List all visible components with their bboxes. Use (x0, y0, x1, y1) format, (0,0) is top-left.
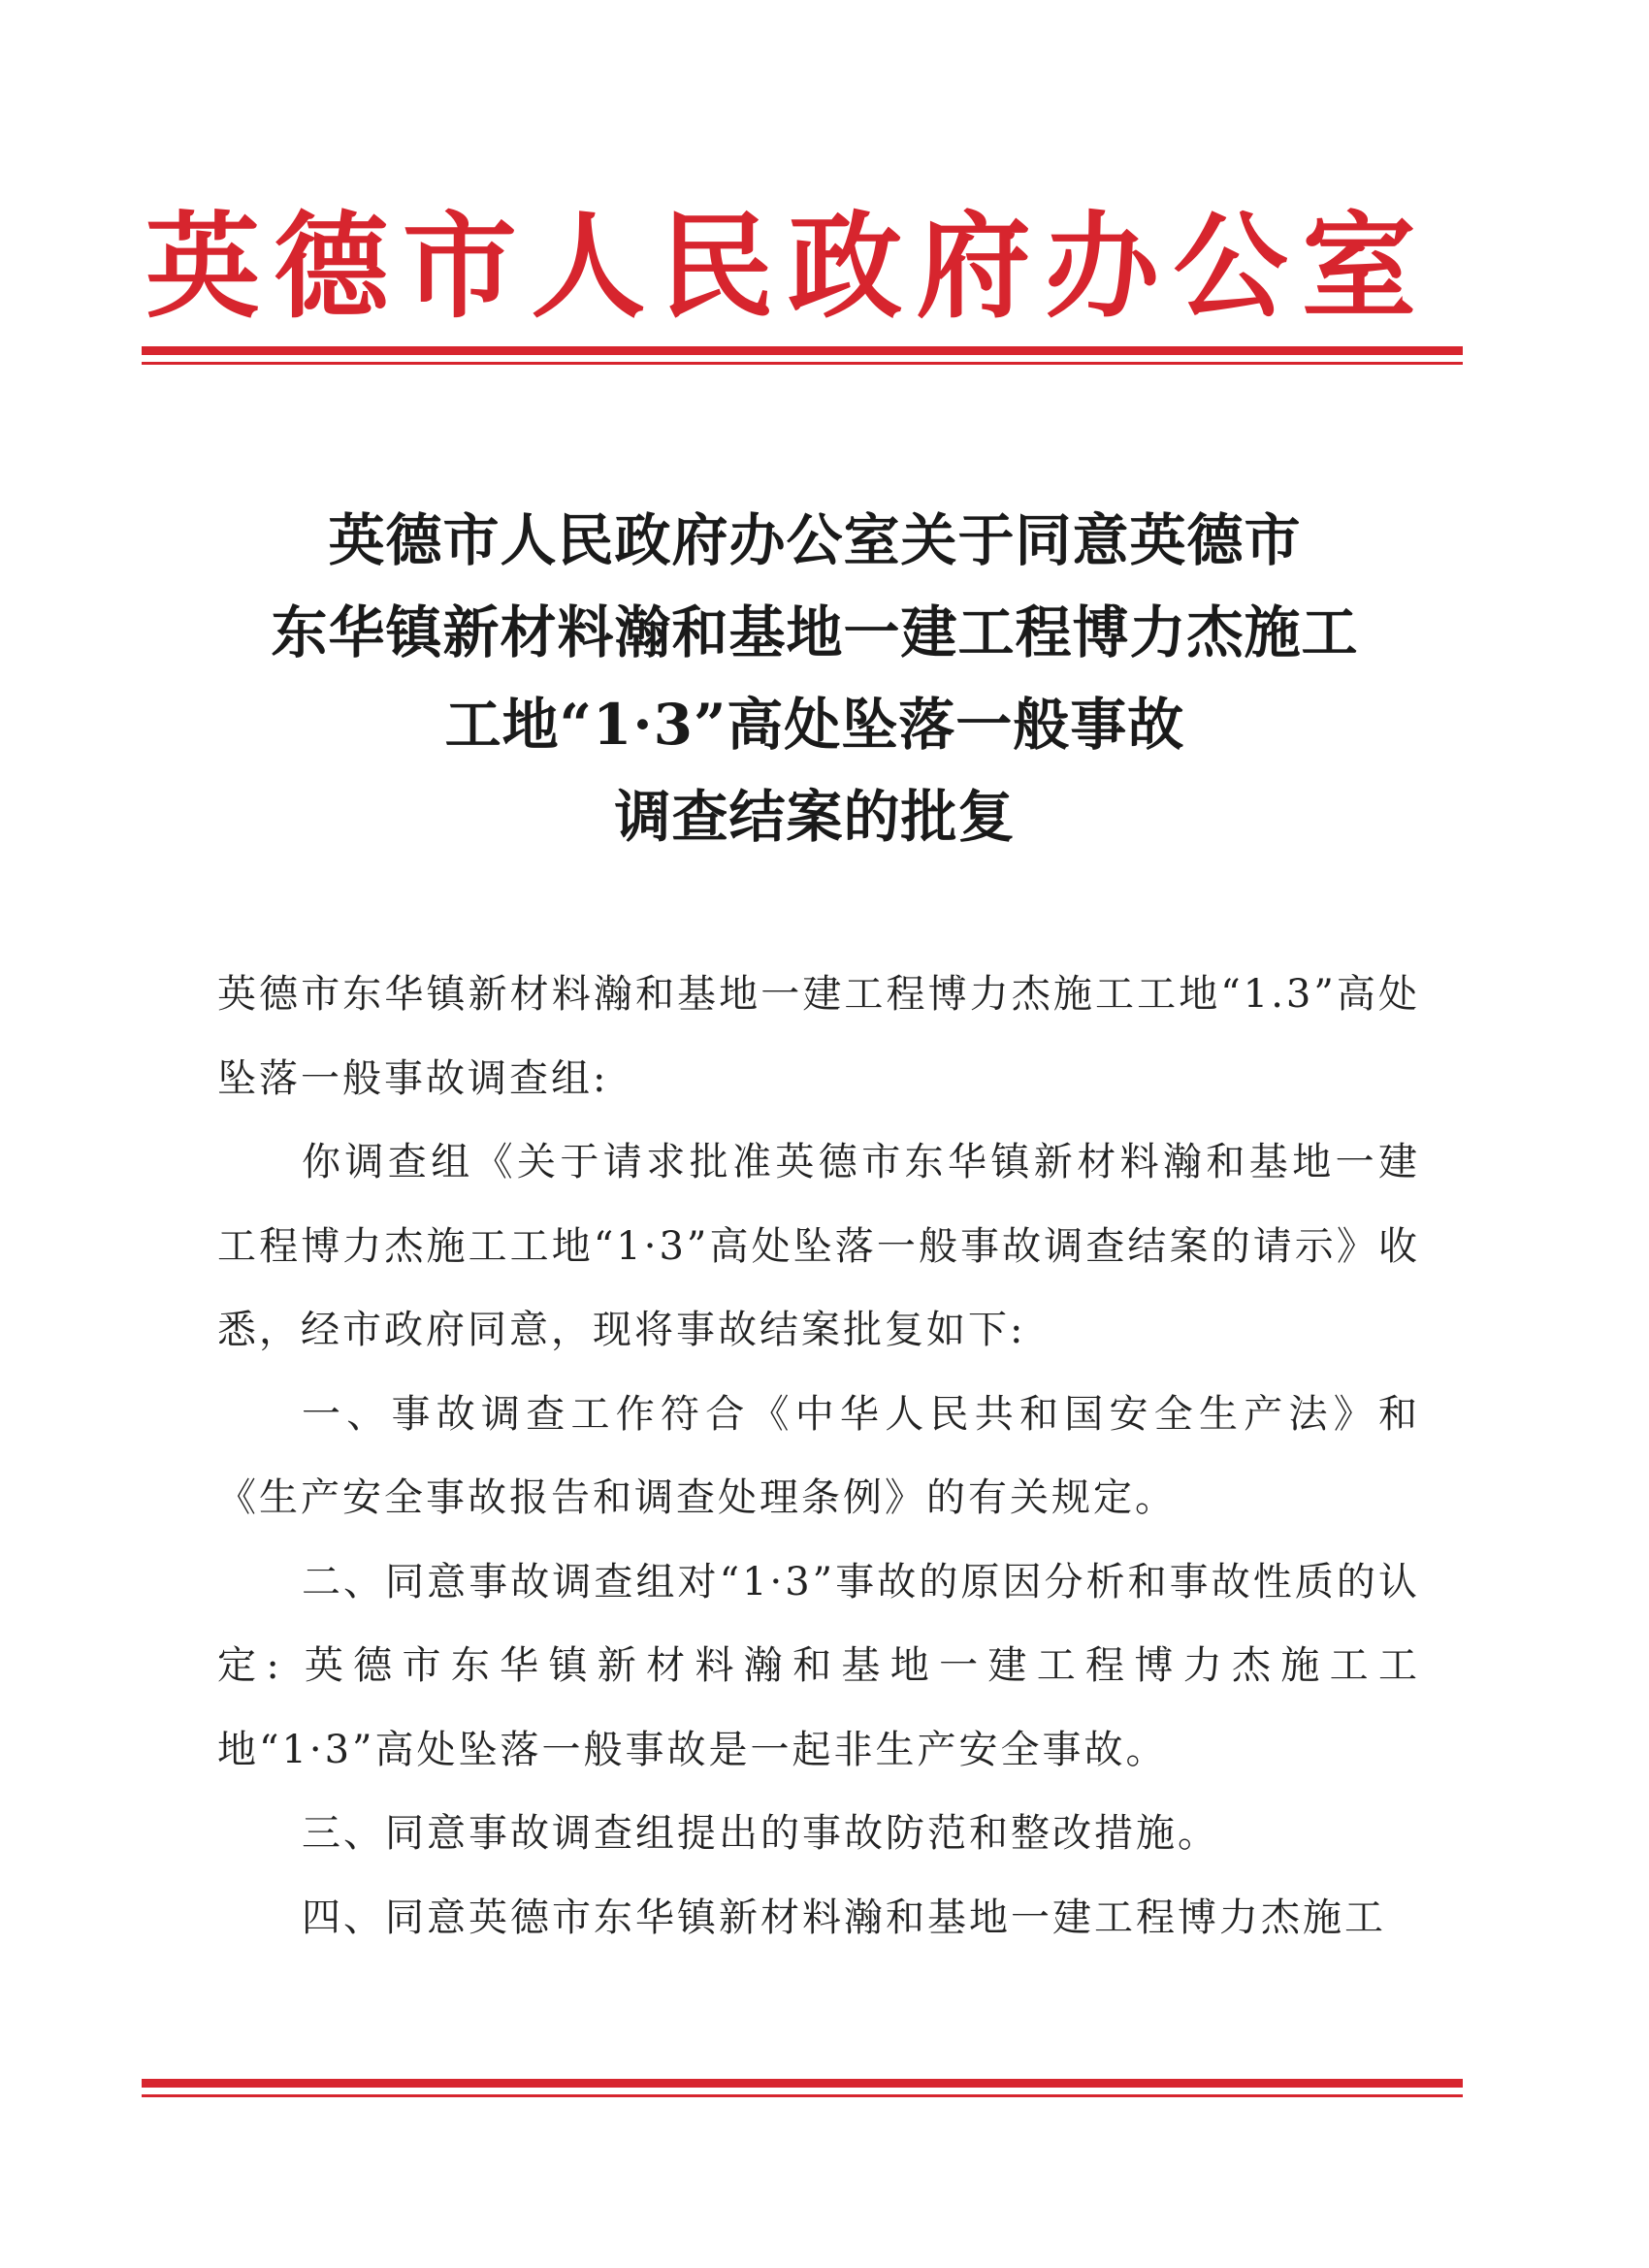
masthead-char: 办 (1045, 199, 1160, 334)
title-line: 英德市人民政府办公室关于同意英德市 (328, 507, 1302, 573)
masthead-char: 民 (659, 199, 774, 334)
masthead-title (146, 199, 1416, 335)
rule-thick-line (142, 346, 1463, 355)
masthead-char: 公 (1173, 199, 1288, 334)
header-red-rule (142, 346, 1463, 365)
masthead-char: 德 (274, 199, 389, 334)
title-line: 工地“1·3”高处坠落一般事故 (444, 692, 1185, 758)
body-paragraph: 二、同意事故调查组对“1·3”事故的原因分析和事故性质的认定: 英德市东华镇新材料瀚和基地一建工程博力杰施工工地“1·3”高处坠落一般事故是一起非生产安全事故。 (217, 1559, 1420, 1772)
title-line: 调查结案的批复 (614, 784, 1016, 850)
document-body (217, 953, 1420, 1960)
body-paragraph: 你调查组《关于请求批准英德市东华镇新材料瀚和基地一建工程博力杰施工工地“1·3”高处坠落一般事故调查结案的请示》收悉，经市政府同意，现将事故结案批复如下: (217, 1140, 1420, 1352)
rule-thin-line (142, 362, 1463, 365)
body-paragraph: 一、事故调查工作符合《中华人民共和国安全生产法》和《生产安全事故报告和调查处理条例》的有关规定。 (217, 1391, 1420, 1520)
body-paragraph: 三、同意事故调查组提出的事故防范和整改措施。 (302, 1811, 1219, 1856)
masthead-char: 府 (916, 199, 1031, 334)
masthead-char: 市 (402, 199, 517, 334)
masthead-char: 英 (146, 199, 261, 334)
title-line: 东华镇新材料瀚和基地一建工程博力杰施工 (271, 599, 1359, 665)
rule-thick-line (142, 2079, 1463, 2088)
masthead-char: 室 (1301, 199, 1416, 334)
masthead-char: 政 (788, 199, 903, 334)
document-title (194, 495, 1436, 863)
footer-red-rule (142, 2079, 1463, 2097)
rule-thin-line (142, 2094, 1463, 2097)
body-paragraph: 四、同意英德市东华镇新材料瀚和基地一建工程博力杰施工 (302, 1895, 1386, 1940)
masthead-char: 人 (531, 199, 646, 334)
addressee: 英德市东华镇新材料瀚和基地一建工程博力杰施工工地“1.3”高处坠落一般事故调查组: (217, 972, 1420, 1101)
